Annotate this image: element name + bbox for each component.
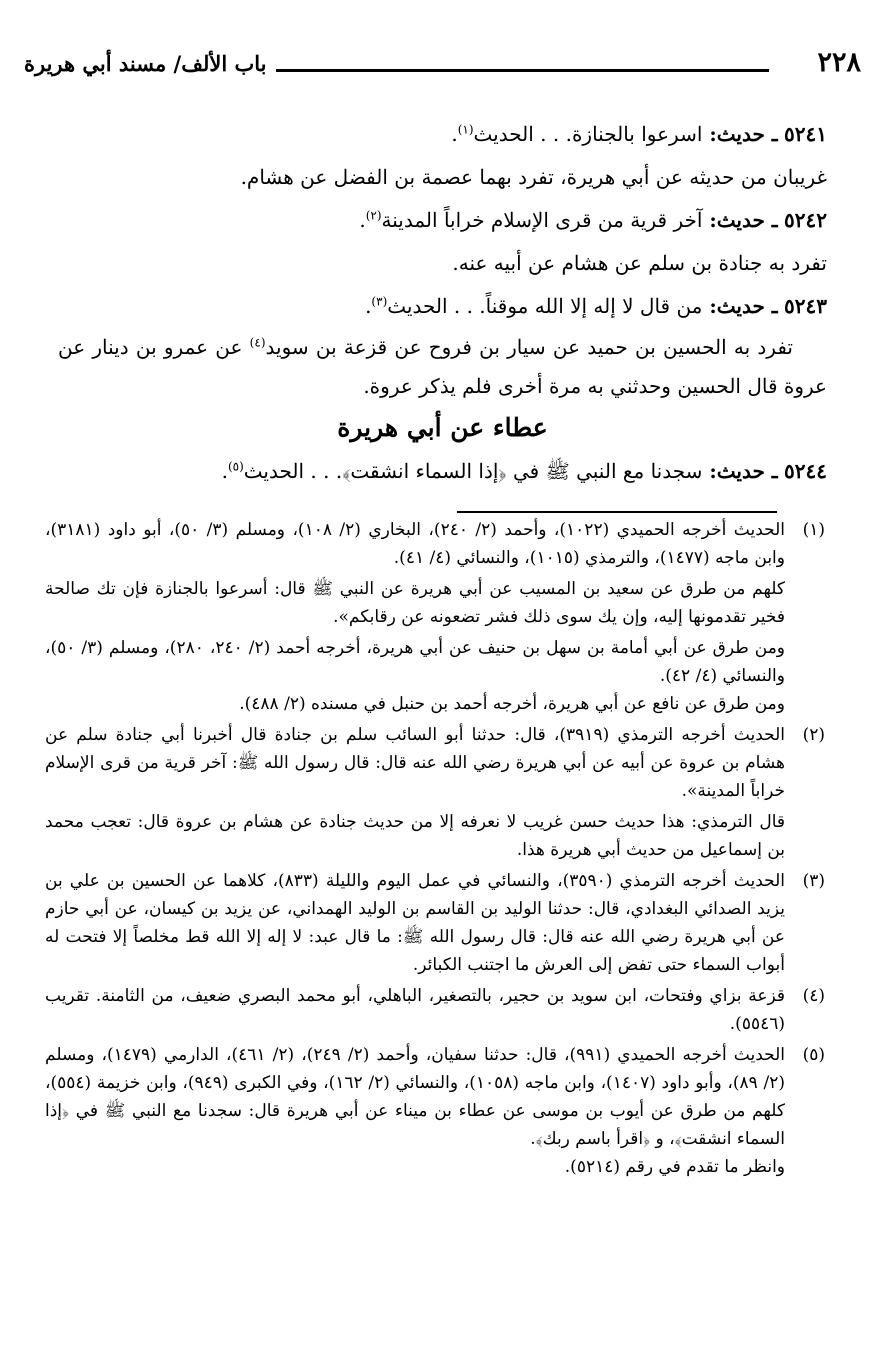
footnote-text: ومن طرق عن أبي أمامة بن سهل بن حنيف عن أبي هريرة، أخرجه أحمد (٢/ ٢٤٠، ٢٨٠)، ومسلم (٣/ ٥٠)، والنسائي (٤/ ٤٢). bbox=[45, 638, 786, 686]
footnote-text: الحديث أخرجه الحميدي (٩٩١)، قال: حدثنا سفيان، وأحمد (٢/ ٢٤٩)، (٢/ ٤٦١)، الدارمي (١٤٧٩)، ومسلم (٢/ ٨٩)، وأبو داود (١٤٠٧)، وابن ماجه (١٠٥٨)، والنسائي (٢/ ١٦٢)، وفي الكبرى (٩٤٩)، وابن خزيمة (٥٥٤)، كلهم من طرق عن أيوب بن موسى عن عطاء بن ميناء عن أبي هريرة قال: سجدنا مع النبي ﷺ في ﴿إذا السماء انشقت﴾، و ﴿اقرأ باسم ربك﴾. bbox=[45, 1045, 786, 1149]
hadith-number: ٥٢٤٤ bbox=[784, 459, 827, 483]
footnote-ref[interactable]: (٣) bbox=[371, 294, 388, 309]
hadith-entry: ٥٢٤١ ـ حديث: اسرعوا بالجنازة. . . الحديث$^{(١)}$. bbox=[451, 122, 827, 146]
commentary-text: غريبان من حديثه عن أبي هريرة، تفرد بهما عصمة بن الفضل عن هشام. bbox=[240, 165, 827, 189]
hadith-label: حديث bbox=[716, 294, 765, 318]
footnote-number: (٢) bbox=[802, 725, 825, 745]
hadith-entry: ٥٢٤٢ ـ حديث: آخر قرية من قرى الإسلام خراباً المدينة$^{(٢)}$. bbox=[359, 208, 827, 232]
hadith-text: من قال لا إله إلا الله موقناً. . . الحديث bbox=[387, 294, 703, 318]
hadith-entry: ٥٢٤٤ ـ حديث: سجدنا مع النبي ﷺ في ﴿إذا السماء انشقت﴾. . . الحديث$^{(٥)}$. bbox=[221, 459, 827, 483]
hadith-number: ٥٢٤٣ bbox=[784, 294, 827, 318]
footnote-text: كلهم من طرق عن سعيد بن المسيب عن أبي هريرة عن النبي ﷺ قال: أسرعوا بالجنازة فإن تك صالحة فخير تقدمونها إليه، وإن يك سوى ذلك فشر تضعونه عن رقابكم». bbox=[45, 579, 785, 627]
footnote-number: (١) bbox=[802, 520, 825, 540]
hadith-label: حديث bbox=[716, 208, 765, 232]
commentary-text: تفرد به جنادة بن سلم عن هشام عن أبيه عنه. bbox=[452, 251, 827, 275]
hadith-text: آخر قرية من قرى الإسلام خراباً المدينة bbox=[381, 208, 703, 232]
running-title: باب الألف/ مسند أبي هريرة bbox=[24, 51, 267, 76]
hadith-label: حديث bbox=[716, 122, 765, 146]
footnote-number: (٥) bbox=[802, 1045, 825, 1065]
footnote bbox=[45, 982, 825, 1038]
hadith-text: اسرعوا بالجنازة. . . الحديث bbox=[473, 122, 703, 146]
footnote-ref[interactable]: (١) bbox=[457, 122, 474, 137]
hadith-entry: ٥٢٤٣ ـ حديث: من قال لا إله إلا الله موقناً. . . الحديث$^{(٣)}$. bbox=[365, 294, 827, 318]
footnote-number: (٤) bbox=[802, 986, 825, 1006]
footnote-text: قزعة بزاي وفتحات، ابن سويد بن حجير، بالتصغير، الباهلي، أبو محمد البصري ضعيف، من الثامنة. تقريب (٥٥٤٦). bbox=[45, 986, 785, 1034]
commentary-paragraph bbox=[58, 328, 827, 406]
footnote-ref[interactable]: (٢) bbox=[365, 208, 382, 223]
footnote-ref[interactable]: (٤) bbox=[249, 335, 266, 350]
hadith-number: ٥٢٤١ bbox=[784, 122, 827, 146]
page-number: ٢٢٨ bbox=[817, 47, 861, 78]
hadith-number: ٥٢٤٢ bbox=[784, 208, 827, 232]
section-heading: عطاء عن أبي هريرة bbox=[337, 413, 548, 442]
hadith-label: حديث bbox=[716, 459, 765, 483]
footnote-text: الحديث أخرجه الترمذي (٣٥٩٠)، والنسائي في عمل اليوم والليلة (٨٣٣)، كلاهما عن الحسين بن علي بن يزيد الصدائي البغدادي، قال: حدثنا الوليد بن القاسم بن الوليد الهمداني، عن يزيد بن كيسان، عن أبي حازم عن أبي هريرة رضي الله عنه قال: قال رسول الله ﷺ: ما قال عبد: لا إله إلا الله قط مخلصاً إلا فتحت له أبواب السماء حتى تفض إلى العرش ما اجتنب الكبائر. bbox=[45, 871, 786, 975]
footnote bbox=[45, 1041, 825, 1181]
footnote bbox=[45, 721, 825, 864]
footnote-text: قال الترمذي: هذا حديث حسن غريب لا نعرفه إلا من حديث جنادة عن هشام بن عروة قال: تعجب محمد بن إسماعيل من حديث أبي هريرة هذا. bbox=[45, 812, 785, 860]
header-rule bbox=[276, 69, 769, 72]
footnote bbox=[45, 867, 825, 979]
footnote-divider bbox=[457, 511, 777, 513]
footnote-text: الحديث أخرجه الحميدي (١٠٢٢)، وأحمد (٢/ ٢٤٠)، البخاري (٢/ ١٠٨)، ومسلم (٣/ ٥٠)، أبو داود (٣١٨١)، وابن ماجه (١٤٧٧)، والترمذي (١٠١٥)، والنسائي (٤/ ٤١). bbox=[45, 520, 785, 568]
footnote-text: ومن طرق عن نافع عن أبي هريرة، أخرجه أحمد بن حنبل في مسنده (٢/ ٤٨٨). bbox=[239, 694, 785, 714]
commentary-text: عن عمرو بن دينار عن عروة قال الحسين وحدثني به مرة أخرى فلم يذكر عروة. bbox=[58, 335, 827, 398]
page-header bbox=[24, 44, 861, 84]
main-text bbox=[58, 113, 827, 493]
footnote-text: الحديث أخرجه الترمذي (٣٩١٩)، قال: حدثنا أبو السائب سلم بن جنادة قال أخبرنا أبي جنادة سلم عن هشام بن عروة عن أبيه عن أبي هريرة رضي الله عنه قال: قال رسول الله ﷺ: آخر قرية من قرى الإسلام خراباً المدينة». bbox=[45, 725, 785, 801]
footnote bbox=[45, 516, 825, 718]
commentary-text: تفرد به الحسين بن حميد عن سيار بن فروح عن قزعة بن سويد bbox=[265, 335, 793, 359]
hadith-text: سجدنا مع النبي ﷺ في ﴿إذا السماء انشقت﴾. . . الحديث bbox=[243, 459, 703, 483]
footnote-ref[interactable]: (٥) bbox=[227, 459, 244, 474]
footnotes bbox=[45, 516, 825, 1184]
footnote-number: (٣) bbox=[802, 871, 825, 891]
footnote-text: وانظر ما تقدم في رقم (٥٢١٤). bbox=[564, 1157, 785, 1177]
